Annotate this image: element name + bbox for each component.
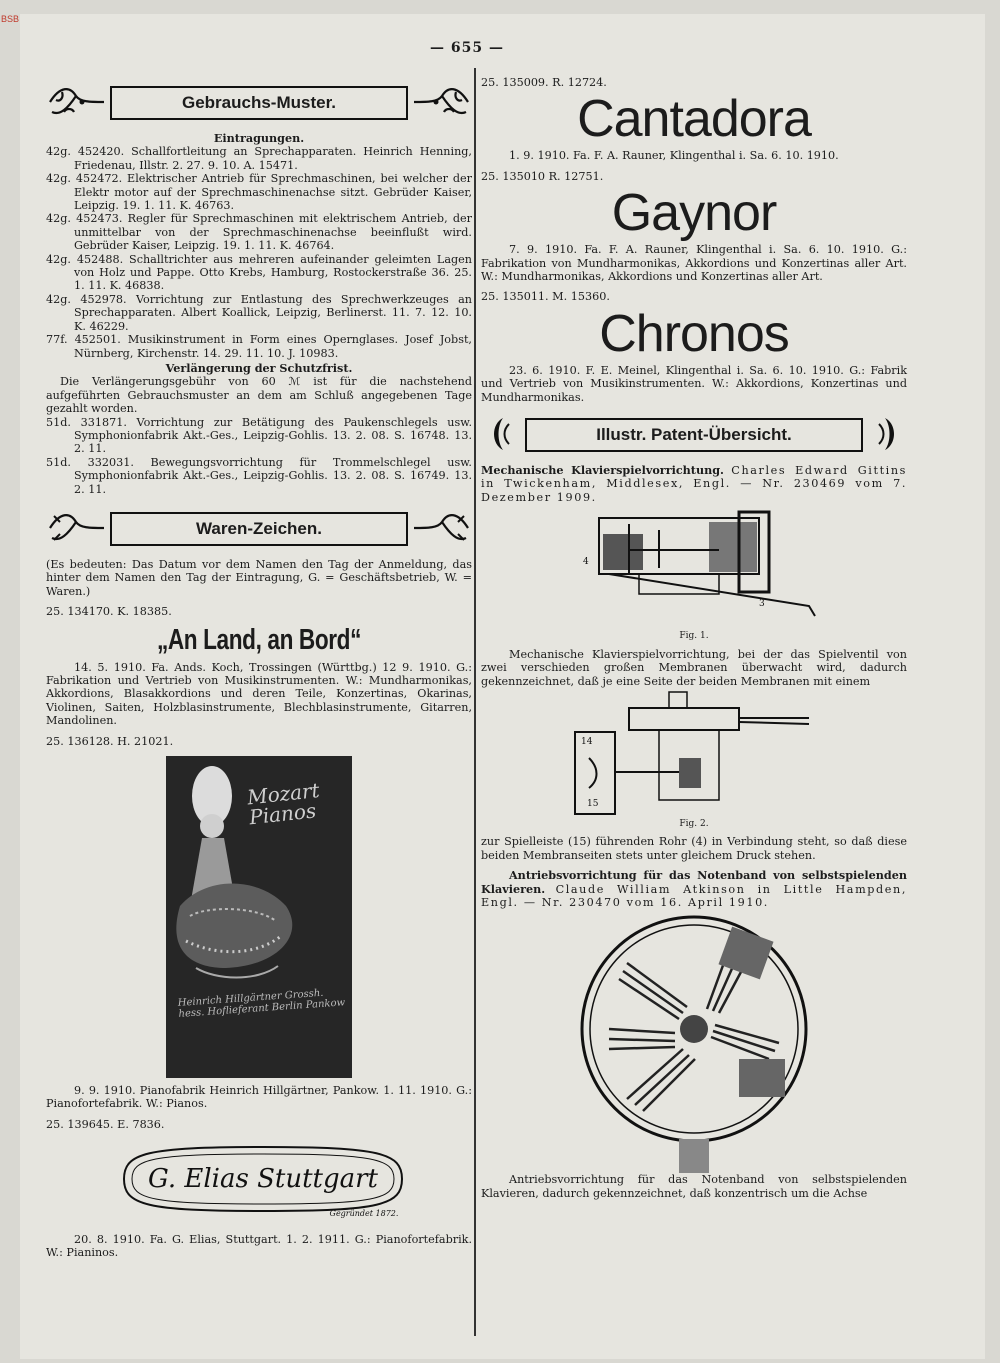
trademark-an-land-an-bord: „An Land, an Bord“: [156, 623, 362, 656]
patent-2-title: Antriebsvorrichtung für das Notenband von selbstspielenden Klavieren.: [481, 868, 907, 896]
ornament-right-icon: [412, 508, 472, 548]
svg-text:4: 4: [583, 557, 589, 568]
figure-1-caption: Fig. 1.: [679, 631, 709, 642]
section-header-gebrauchsmuster: [46, 80, 472, 126]
elias-founded: Gegründet 1872.: [329, 1209, 399, 1219]
header-box: Illustr. Patent-Übersicht.: [525, 418, 863, 452]
patent-1-intro: [481, 464, 907, 504]
poster-title: Mozart Pianos: [245, 778, 321, 830]
trademark-gaynor: Gaynor: [611, 184, 777, 243]
figure-2-caption: Fig. 2.: [679, 818, 709, 829]
header-box: Waren-Zeichen.: [110, 512, 408, 546]
figure-1-diagram: [569, 504, 819, 628]
entry-42g-452420: 42g. 452420. Schallfortleitung an Sprechapparaten. Heinrich Henning, Friedenau, Illstr. 2. 27. 9. 10. A. 15471.: [46, 145, 472, 172]
section-header-warenzeichen: [46, 506, 472, 552]
patent-1-description-cont: zur Spielleiste (15) führenden Rohr (4) in Verbindung steht, so daß diese beiden Membranseiten stets unter gleichem Druck stehen.: [481, 835, 907, 862]
ornament-left-icon: [46, 508, 106, 548]
elias-stuttgart-logo: [116, 1139, 410, 1221]
entry-51d-332031: 51d. 332031. Bewegungsvorrichtung für Trommelschlegel usw. Symphonionfabrik Akt.-Ges., Leipzig-Gohlis. 13. 2. 08. S. 16749. 13. 2. 11.: [46, 455, 472, 496]
patent-1-owner: Charles Edward Gittins in Twickenham, Middlesex, Engl. — Nr. 230469 vom 7. Dezember 1909.: [481, 464, 907, 504]
right-column: [481, 76, 907, 1200]
trademark-head-135010: 25. 135010 R. 12751.: [481, 169, 604, 183]
subheading-eintragungen: Eintragungen.: [213, 131, 305, 145]
entry-42g-452978: 42g. 452978. Vorrichtung zur Entlastung des Sprechwerkzeuges an Sprechapparaten. Albert Koallick, Leipzig, Berlinerst. 11. 7. 12. 10. K. 46229.: [46, 292, 472, 333]
ornament-right-icon: [412, 82, 472, 122]
elias-logo-text: G. Elias Stuttgart: [147, 1164, 379, 1195]
entry-51d-331871: 51d. 331871. Vorrichtung zur Betätigung des Paukenschlegels usw. Symphonionfabrik Akt.-Ges., Leipzig-Gohlis. 13. 2. 08. S. 16748. 13. 2. 11.: [46, 415, 472, 456]
ornament-left-icon: [483, 414, 523, 454]
trademark-chronos: Chronos: [599, 304, 789, 363]
entry-77f-452501: 77f. 452501. Musikinstrument in Form eines Opernglases. Josef Jobst, Nürnberg, Kirchenstr. 14. 29. 11. 10. J. 10983.: [46, 333, 472, 360]
verlaengerung-text: Die Verlängerungsgebühr von 60 ℳ ist für die nachstehend aufgeführten Gebrauchsmuster an dem am Schluß angegebenen Tage gezahlt worden.: [46, 375, 472, 416]
header-box: Gebrauchs-Muster.: [110, 86, 408, 120]
ornament-right-icon: [865, 414, 905, 454]
warenzeichen-note: (Es bedeuten: Das Datum vor dem Namen den Tag der Anmeldung, das hinter dem Namen den Tag der Eintragung, G. = Geschäftsbetrieb, W. = Waren.): [46, 557, 472, 598]
trademark-text-135011: 23. 6. 1910. F. E. Meinel, Klingenthal i. Sa. 6. 10. 1910. G.: Fabrik und Vertrieb von Musikinstrumenten. W.: Akkordions, Konzertinas und Mundharmonikas.: [481, 363, 907, 404]
left-column: [46, 76, 472, 1259]
trademark-head-139645: 25. 139645. E. 7836.: [46, 1117, 165, 1131]
trademark-text-135010: 7. 9. 1910. Fa. F. A. Rauner, Klingenthal i. Sa. 6. 10. 1910. G.: Fabrikation von Mundharmonikas, Akkordions und Konzertinas aller Art. W.: Mundharmonikas, Akkordions und Konzertinas aller Art.: [481, 243, 907, 284]
ornament-left-icon: [46, 82, 106, 122]
patent-2-owner: Claude William Atkinson in Little Hampden, Engl. — Nr. 230470 vom 16. April 1910.: [481, 882, 907, 909]
patent-2-intro: [481, 869, 907, 909]
trademark-text-135009: 1. 9. 1910. Fa. F. A. Rauner, Klingenthal i. Sa. 6. 10. 1910.: [509, 149, 839, 163]
trademark-head-135009: 25. 135009. R. 12724.: [481, 76, 607, 89]
subheading-verlaengerung: Verlängerung der Schutzfrist.: [165, 360, 353, 375]
entry-42g-452488: 42g. 452488. Schalltrichter aus mehreren aufeinander geleimten Lagen von Holz und Pappe. Otto Krebs, Hamburg, Rostockerstraße 36. 25. 1. 11. K. 46838.: [46, 252, 472, 293]
svg-text:3: 3: [759, 599, 765, 610]
svg-text:15: 15: [587, 798, 599, 809]
entry-42g-452473: 42g. 452473. Regler für Sprechmaschinen mit elektrischem Antrieb, der unmittelbar von der Sprechmaschinenachse beeinflußt wird. Gebrüder Kaiser, Leipzig. 19. 1. 11. K. 46764.: [46, 212, 472, 253]
figure-2-diagram: [569, 688, 819, 816]
trademark-cantadora: Cantadora: [577, 90, 811, 149]
patent-1-description: Mechanische Klavierspielvorrichtung, bei der das Spielventil von zwei verschieden großen Membranen überwacht wird, dadurch gekennzeichnet, daß je eine Seite der beiden Membranen mit einem: [481, 647, 907, 688]
poster-subtitle: Heinrich Hillgärtner Grossh. hess. Hoflieferant Berlin Pankow: [177, 987, 346, 1020]
mozart-pianos-poster: [166, 756, 352, 1078]
page-number: — 655 —: [430, 40, 504, 56]
trademark-text-139645: 20. 8. 1910. Fa. G. Elias, Stuttgart. 1. 2. 1911. G.: Pianofortefabrik. W.: Pianinos.: [46, 1232, 472, 1260]
library-stamp: BSB: [1, 14, 20, 24]
trademark-head-134170: 25. 134170. K. 18385.: [46, 605, 172, 619]
trademark-head-136128: 25. 136128. H. 21021.: [46, 734, 174, 748]
entry-42g-452472: 42g. 452472. Elektrischer Antrieb für Sprechmaschinen, bei welcher der Elektr motor auf der Sprechmaschinenachse sitzt. Gebrüder Kaiser, Leipzig. 19. 1. 11. K. 46763.: [46, 172, 472, 213]
patent-2-description: Antriebsvorrichtung für das Notenband von selbstspielenden Klavieren, dadurch gekennzeichnet, daß konzentrisch um die Achse: [481, 1173, 907, 1200]
section-header-patent: [481, 412, 907, 458]
trademark-text-136128: 9. 9. 1910. Pianofabrik Heinrich Hillgärtner, Pankow. 1. 11. 1910. G.: Pianofortefabrik. W.: Pianos.: [46, 1084, 472, 1111]
trademark-text-134170: 14. 5. 1910. Fa. Ands. Koch, Trossingen (Württbg.) 12 9. 1910. G.: Fabrikation und Vertrieb von Musikinstrumenten. W.: Mundharmonikas, Akkordions, Blasakkordions und deren Teile, Konzertinas, Okarinas, Violinen, Saiten, Holzblasinstrumente, Blechblasinstrumente, Gitarren, Mandolinen.: [46, 660, 472, 728]
column-divider: [474, 68, 476, 1336]
figure-3-diagram: [579, 909, 809, 1173]
patent-1-title: Mechanische Klavierspielvorrichtung.: [481, 463, 724, 478]
svg-text:14: 14: [581, 736, 593, 747]
trademark-head-135011: 25. 135011. M. 15360.: [481, 290, 610, 304]
